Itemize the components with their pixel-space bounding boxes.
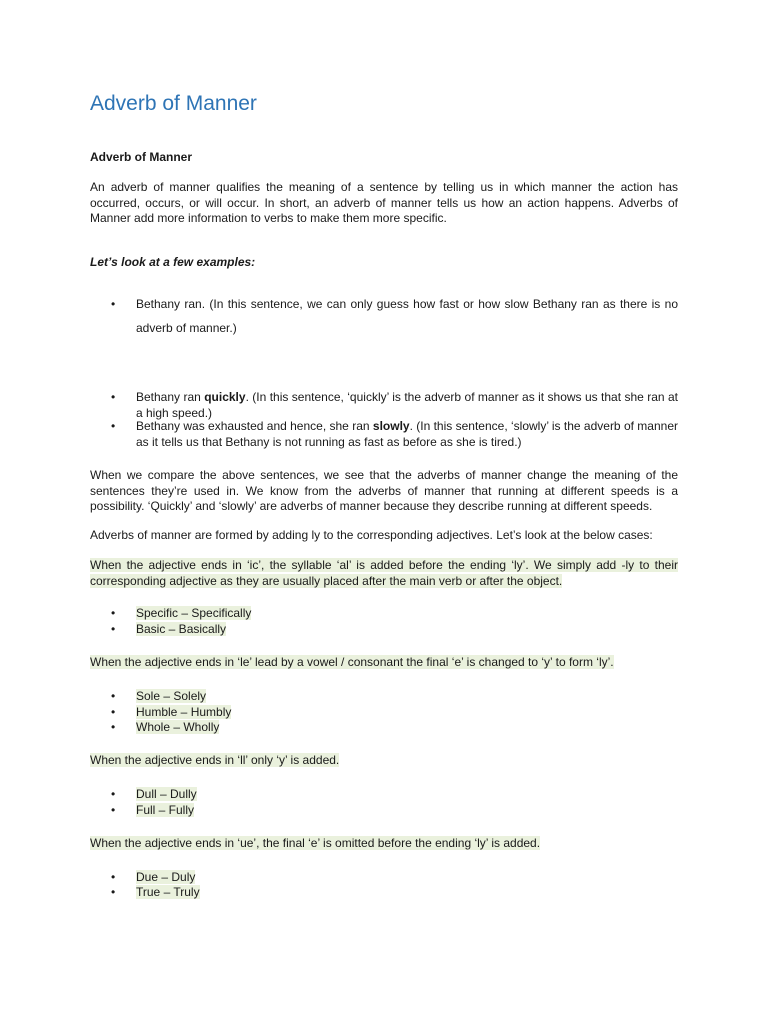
list-item <box>111 622 227 636</box>
list-item <box>111 606 252 620</box>
list-item <box>111 689 207 703</box>
rule-ll-text: When the adjective ends in ‘ll’ only ‘y’ is added. <box>90 753 340 767</box>
rule-le <box>90 655 614 669</box>
bullet-icon: • <box>111 720 116 734</box>
example-text-after: . (In this sentence, ‘slowly’ is the adverb of manner as it tells us that Bethany is not running as fast as before as she is tired.) <box>136 419 678 449</box>
word-pair: Dull – Dully <box>136 787 197 801</box>
list-item <box>111 720 220 734</box>
formed-paragraph: Adverbs of manner are formed by adding ly to the corresponding adjectives. Let’s look at the below cases: <box>90 528 653 542</box>
section-heading: Adverb of Manner <box>90 150 193 164</box>
word-pair: Specific – Specifically <box>136 606 252 620</box>
compare-paragraph: When we compare the above sentences, we see that the adverbs of manner change the meaning of the sentences they’re used in. We know from the adverbs of manner that running at different speeds is a possibility. ‘Quickly’ and ‘slowly’ are adverbs of manner because they describe running at different speeds. <box>90 468 678 513</box>
example-text-before: Bethany ran <box>136 390 205 404</box>
word-pair: True – Truly <box>136 885 200 899</box>
bullet-icon: • <box>111 689 116 703</box>
page-title: Adverb of Manner <box>90 92 257 115</box>
intro-paragraph: An adverb of manner qualifies the meaning of a sentence by telling us in which manner the action has occurred, occurs, or will occur. In short, an adverb of manner tells us how an action happens. Adverbs of Manner add more information to verbs to make them more specific. <box>90 180 678 225</box>
rule-ue-text: When the adjective ends in ‘ue’, the final ‘e’ is omitted before the ending ‘ly’ is added. <box>90 836 541 850</box>
bullet-icon: • <box>111 787 116 801</box>
bullet-icon: • <box>111 606 116 620</box>
list-item <box>111 885 200 899</box>
example-text-after: . (In this sentence, ‘quickly’ is the adverb of manner as it shows us that she ran at a high speed.) <box>136 390 678 420</box>
rule-le-text: When the adjective ends in ‘le’ lead by a vowel / consonant the final ‘e’ is changed to ‘y’ to form ‘ly’. <box>90 655 614 669</box>
bullet-icon: • <box>111 870 116 884</box>
example-item-3 <box>111 419 678 450</box>
word-pair: Basic – Basically <box>136 622 227 636</box>
list-item <box>111 870 196 884</box>
rule-ll <box>90 753 339 767</box>
list-item <box>111 787 197 801</box>
list-item <box>111 705 232 719</box>
list-item <box>111 803 195 817</box>
examples-heading: Let’s look at a few examples: <box>90 255 256 269</box>
rule-ue <box>90 836 540 850</box>
example-item-1 <box>111 292 678 340</box>
rule-ic <box>90 558 678 589</box>
word-pair: Humble – Humbly <box>136 705 232 719</box>
example-text-before: Bethany was exhausted and hence, she ran <box>136 419 373 433</box>
example-item-2 <box>111 390 678 421</box>
word-pair: Due – Duly <box>136 870 196 884</box>
rule-ic-text: When the adjective ends in ‘ic’, the syllable ‘al’ is added before the ending ‘ly’. We simply add -ly to their corresponding adjective as they are usually placed after the main verb or after the object. <box>90 558 678 588</box>
bullet-icon: • <box>111 705 116 719</box>
word-pair: Sole – Solely <box>136 689 207 703</box>
example-bold-word: slowly <box>372 419 410 433</box>
bullet-icon: • <box>111 803 116 817</box>
example-text: Bethany ran. (In this sentence, we can only guess how fast or how slow Bethany ran as there is no adverb of manner.) <box>136 297 678 335</box>
bullet-icon: • <box>111 622 116 636</box>
word-pair: Whole – Wholly <box>136 720 220 734</box>
bullet-icon: • <box>111 885 116 899</box>
word-pair: Full – Fully <box>136 803 195 817</box>
bullet-icon: • <box>111 419 116 433</box>
bullet-icon: • <box>111 297 116 311</box>
bullet-icon: • <box>111 390 116 404</box>
example-bold-word: quickly <box>204 390 246 404</box>
